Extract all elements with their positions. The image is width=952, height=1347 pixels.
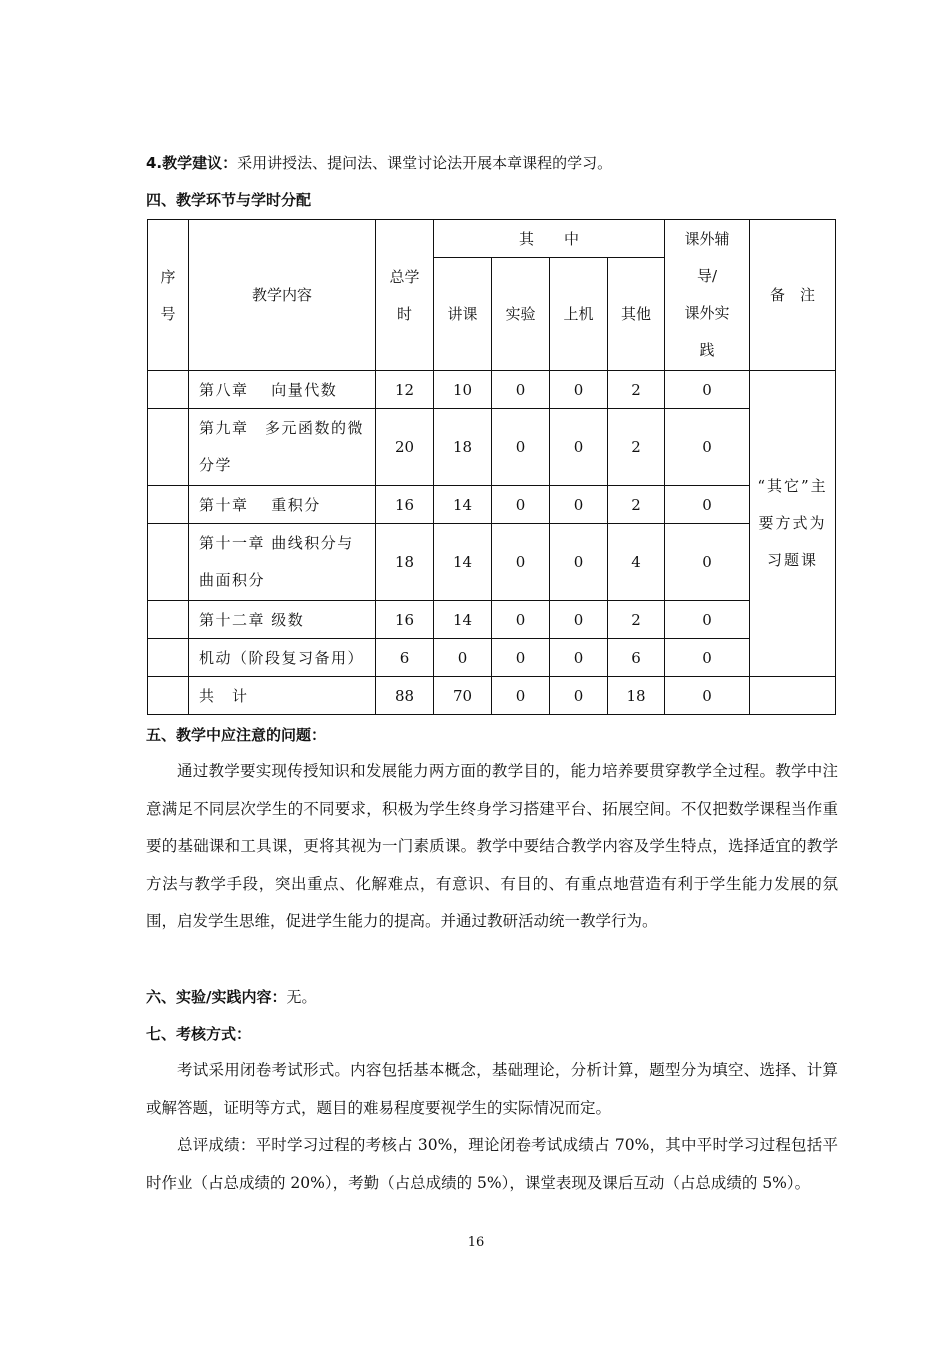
header-total xyxy=(376,220,434,371)
hours-allocation-table xyxy=(147,219,836,715)
table-row xyxy=(148,409,836,486)
row-seq xyxy=(148,601,189,639)
row-lecture: 18 xyxy=(434,409,492,486)
row-lecture: 0 xyxy=(434,639,492,677)
row-computer: 0 xyxy=(550,601,608,639)
row-seq xyxy=(148,677,189,715)
row-other: 2 xyxy=(608,409,665,486)
table-header-row-1 xyxy=(148,220,836,258)
row-other: 2 xyxy=(608,486,665,524)
row-experiment: 0 xyxy=(492,486,550,524)
row-extra: 0 xyxy=(665,524,750,601)
total-row-extra: 0 xyxy=(665,677,750,715)
header-computer: 上机 xyxy=(550,258,608,371)
total-row-label xyxy=(189,677,376,715)
remark-line2: 要方式为 xyxy=(758,514,827,532)
teaching-suggestion-line xyxy=(146,153,612,173)
header-extra-line1: 课外辅 xyxy=(684,230,730,248)
row-total: 18 xyxy=(376,524,434,601)
row-experiment: 0 xyxy=(492,524,550,601)
header-remark: 备 注 xyxy=(750,220,836,371)
row-extra: 0 xyxy=(665,409,750,486)
section-four-title: 四、教学环节与学时分配 xyxy=(146,191,312,209)
row-total: 16 xyxy=(376,601,434,639)
table-row xyxy=(148,486,836,524)
total-row-lecture: 70 xyxy=(434,677,492,715)
total-row-computer: 0 xyxy=(550,677,608,715)
row-seq xyxy=(148,524,189,601)
header-experiment: 实验 xyxy=(492,258,550,371)
table-row xyxy=(148,601,836,639)
row-seq xyxy=(148,639,189,677)
remark-line1: “其它”主 xyxy=(757,477,828,495)
row-content xyxy=(189,371,376,409)
row-extra: 0 xyxy=(665,486,750,524)
row-content-text-2: 分学 xyxy=(199,456,233,474)
row-experiment: 0 xyxy=(492,639,550,677)
row-lecture: 14 xyxy=(434,524,492,601)
table-row xyxy=(148,371,836,409)
teaching-suggestion-text: 采用讲授法、提问法、课堂讨论法开展本章课程的学习。 xyxy=(237,154,613,172)
total-row-remark xyxy=(750,677,836,715)
row-extra: 0 xyxy=(665,371,750,409)
row-lecture: 14 xyxy=(434,486,492,524)
remark-cell xyxy=(750,371,836,677)
row-content-text: 第十二章 级数 xyxy=(199,610,305,629)
row-total: 20 xyxy=(376,409,434,486)
remark-line3: 习题课 xyxy=(766,551,818,569)
row-computer: 0 xyxy=(550,409,608,486)
row-seq xyxy=(148,371,189,409)
row-content-text: 第九章 多元函数的微 xyxy=(199,419,365,437)
header-extra-line2: 导/ xyxy=(696,267,718,285)
row-content xyxy=(189,639,376,677)
section-seven-title: 七、考核方式： xyxy=(146,1025,252,1043)
row-computer: 0 xyxy=(550,639,608,677)
header-among: 其 中 xyxy=(434,220,665,258)
section-five-paragraph: 通过教学要实现传授知识和发展能力两方面的教学目的，能力培养要贯穿教学全过程。教学中注意满足不同层次学生的不同要求，积极为学生终身学习搭建平台、拓展空间。不仅把数学课程当作重要的基础课和工具课，更将其视为一门素质课。教学中要结合教学内容及学生特点，选择适宜的教学方法与教学手段，突出重点、化解难点，有意识、有目的、有重点地营造有利于学生能力发展的氛围，启发学生思维，促进学生能力的提高。并通过教研活动统一教学行为。 xyxy=(146,762,838,930)
row-lecture: 14 xyxy=(434,601,492,639)
row-content-text: 第十一章 曲线积分与 xyxy=(199,534,354,552)
section-six-text: 无。 xyxy=(286,988,317,1006)
page-number: 16 xyxy=(467,1235,485,1250)
total-row-other: 18 xyxy=(608,677,665,715)
table-row xyxy=(148,524,836,601)
row-total: 6 xyxy=(376,639,434,677)
row-extra: 0 xyxy=(665,639,750,677)
row-content xyxy=(189,486,376,524)
row-experiment: 0 xyxy=(492,371,550,409)
row-content xyxy=(189,524,376,601)
header-extra-line4: 践 xyxy=(699,341,715,359)
row-total: 16 xyxy=(376,486,434,524)
row-other: 4 xyxy=(608,524,665,601)
header-total-top: 总学 xyxy=(389,267,420,286)
teaching-suggestion-label: 4.教学建议： xyxy=(146,154,238,172)
row-content-text-2: 曲面积分 xyxy=(199,571,266,589)
row-extra: 0 xyxy=(665,601,750,639)
section-seven-paragraph-2: 总评成绩：平时学习过程的考核占 30%，理论闭卷考试成绩占 70%，其中平时学习过程包括平时作业（占总成绩的 20%），考勤（占总成绩的 5%），课堂表现及课后互动（占总成绩的 5%）。 xyxy=(146,1136,838,1192)
row-other: 2 xyxy=(608,601,665,639)
table-total-row xyxy=(148,677,836,715)
total-row-total: 88 xyxy=(376,677,434,715)
section-five-title: 五、教学中应注意的问题： xyxy=(146,726,327,744)
row-content xyxy=(189,601,376,639)
table-row xyxy=(148,639,836,677)
row-computer: 0 xyxy=(550,486,608,524)
row-computer: 0 xyxy=(550,371,608,409)
total-row-experiment: 0 xyxy=(492,677,550,715)
row-seq xyxy=(148,486,189,524)
row-experiment: 0 xyxy=(492,409,550,486)
header-content: 教学内容 xyxy=(189,220,376,371)
header-total-bottom: 时 xyxy=(396,304,412,323)
row-experiment: 0 xyxy=(492,601,550,639)
row-content-text: 机动（阶段复习备用） xyxy=(199,648,365,667)
row-content-text: 第十章 重积分 xyxy=(199,495,321,514)
row-total: 12 xyxy=(376,371,434,409)
row-seq xyxy=(148,409,189,486)
row-computer: 0 xyxy=(550,524,608,601)
header-seq-bottom: 号 xyxy=(160,304,176,323)
row-content-text: 第八章 向量代数 xyxy=(199,380,338,399)
row-other: 2 xyxy=(608,371,665,409)
total-row-label-text: 共 计 xyxy=(199,686,249,705)
header-lecture: 讲课 xyxy=(434,258,492,371)
header-extra-line3: 课外实 xyxy=(684,304,730,322)
row-other: 6 xyxy=(608,639,665,677)
header-seq-top: 序 xyxy=(160,267,176,286)
section-seven-paragraph-1: 考试采用闭卷考试形式。内容包括基本概念，基础理论，分析计算，题型分为填空、选择、计算或解答题，证明等方式，题目的难易程度要视学生的实际情况而定。 xyxy=(146,1061,838,1117)
row-content xyxy=(189,409,376,486)
section-six-line xyxy=(146,987,317,1007)
header-other: 其他 xyxy=(608,258,665,371)
row-lecture: 10 xyxy=(434,371,492,409)
header-extracurricular xyxy=(665,220,750,371)
section-six-title: 六、实验/实践内容： xyxy=(146,988,287,1006)
header-seq xyxy=(148,220,189,371)
